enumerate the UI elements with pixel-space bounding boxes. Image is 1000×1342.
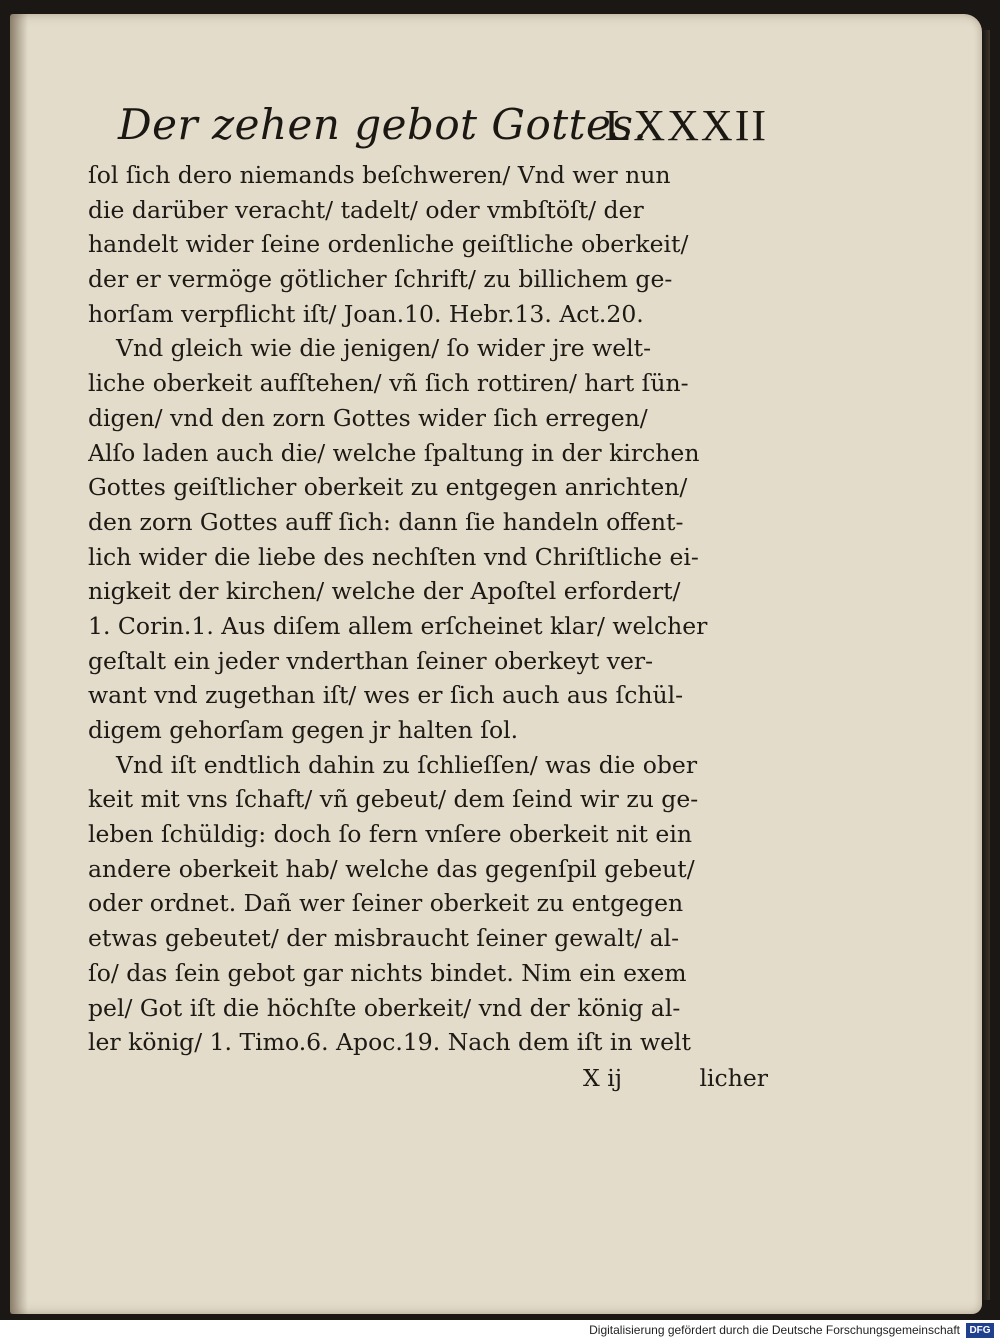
page-edge: [982, 30, 990, 1300]
text-line: horſam verpflicht iſt/ Joan.10. Hebr.13. Act.20.: [88, 299, 644, 328]
paragraph-start-line: Vnd iſt endtlich dahin zu ſchlieſſen/ was die ober: [116, 750, 698, 779]
dfg-logo-icon: DFG: [966, 1323, 994, 1338]
text-line: die darüber veracht/ tadelt/ oder vmbſtöſt/ der: [88, 195, 644, 224]
text-line: leben ſchüldig: doch ſo fern vnſere oberkeit nit ein: [88, 820, 692, 849]
text-line: ſo/ das ſein gebot gar nichts bindet. Nim ein exem: [88, 958, 687, 987]
text-line: lich wider die liebe des nechſten vnd Chriſtliche ei-: [88, 542, 699, 571]
text-line: pel/ Got iſt die höchſte oberkeit/ vnd der könig al-: [88, 993, 681, 1022]
text-line: handelt wider ſeine ordenliche geiſtliche oberkeit/: [88, 230, 689, 259]
text-line: keit mit vns ſchaft/ vñ gebeut/ dem ſeind wir zu ge-: [88, 785, 699, 814]
text-line: ler könig/ 1. Timo.6. Apoc.19. Nach dem iſt in welt: [88, 1028, 691, 1057]
text-line: want vnd zugethan iſt/ wes er ſich auch aus ſchül-: [88, 681, 684, 710]
text-line: Alſo laden auch die/ welche ſpaltung in der kirchen: [88, 438, 700, 467]
text-line: digen/ vnd den zorn Gottes wider ſich erregen/: [88, 403, 648, 432]
running-head: [118, 100, 768, 160]
gutter-shadow: [10, 14, 28, 1314]
text-line: geſtalt ein jeder vnderthan ſeiner oberkeyt ver-: [88, 646, 654, 675]
text-line: den zorn Gottes auff ſich: dann ſie handeln offent-: [88, 507, 684, 536]
paragraph-start-line: Vnd gleich wie die jenigen/ ſo wider jre welt-: [116, 334, 652, 363]
text-line: der er vermöge götlicher ſchrift/ zu billichem ge-: [88, 265, 673, 294]
catchword: licher: [699, 1063, 768, 1092]
text-line: etwas gebeutet/ der misbraucht ſeiner gewalt/ al-: [88, 924, 680, 953]
text-line: ſol ſich dero niemands beſchweren/ Vnd wer nun: [88, 161, 671, 189]
text-line: digem gehorſam gegen jr halten ſol.: [88, 716, 519, 744]
signature-mark: X ij: [583, 1063, 623, 1092]
text-line: liche oberkeit aufſtehen/ vñ ſich rottiren/ hart ſün-: [88, 369, 689, 398]
footer-bar: [0, 1320, 1000, 1342]
text-line: andere oberkeit hab/ welche das gegenſpil gebeut/: [88, 854, 695, 883]
text-line: oder ordnet. Dañ wer ſeiner oberkeit zu entgegen: [88, 889, 684, 918]
catch-row: [88, 1060, 768, 1096]
text-line: 1. Corin.1. Aus diſem allem erſcheinet klar/ welcher: [88, 611, 708, 640]
body-text: [88, 158, 768, 1096]
folio-number: LXXXII: [604, 101, 768, 150]
funding-credit: Digitalisierung gefördert durch die Deutsche Forschungsgemeinschaft: [589, 1323, 960, 1337]
text-line: Gottes geiſtlicher oberkeit zu entgegen anrichten/: [88, 473, 688, 502]
running-head-title: Der zehen gebot Gottes.: [118, 100, 648, 149]
text-line: nigkeit der kirchen/ welche der Apoſtel erfordert/: [88, 577, 681, 606]
